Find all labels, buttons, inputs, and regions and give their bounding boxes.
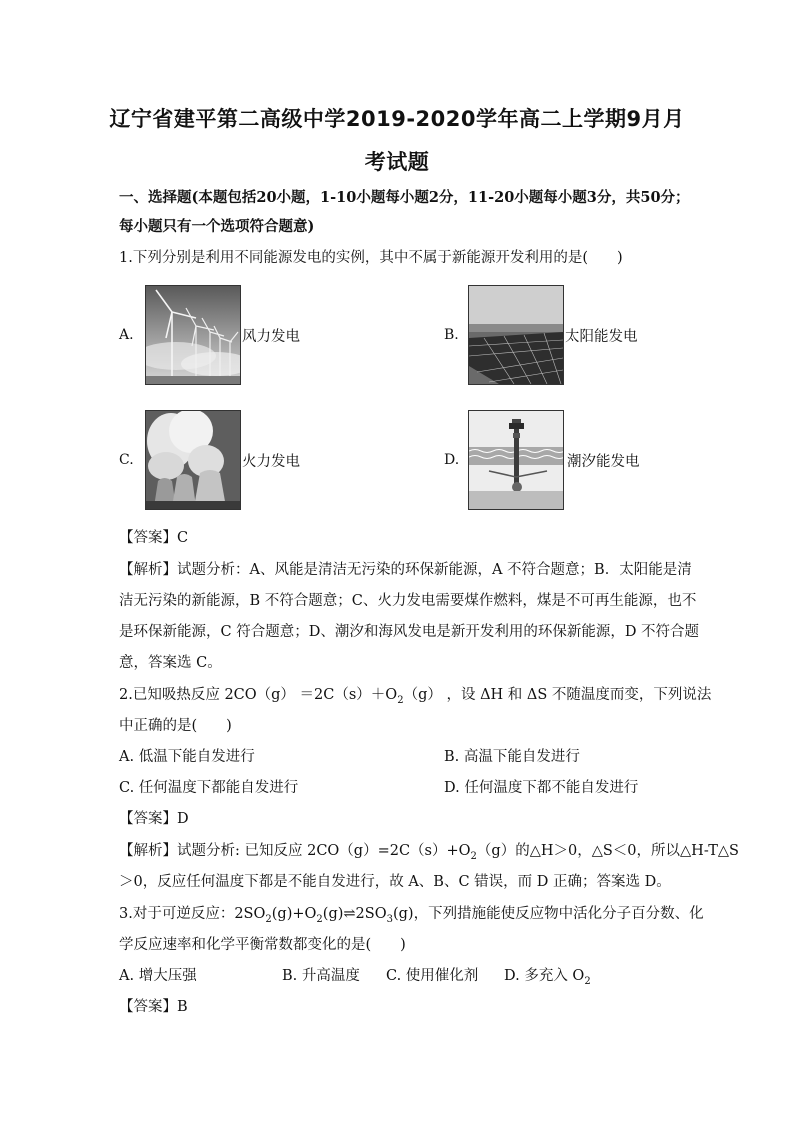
option-d-label: 潮汐能发电 [567,454,640,470]
question-2-analysis-line2: ＞0，反应任何温度下都是不能自发进行，故 A、B、C 错误，而 D 正确；答案选 D。 [119,874,671,890]
option-d-letter: D. [444,452,460,468]
question-3-stem-line2: 学反应速率和化学平衡常数都变化的是( ) [119,937,406,953]
question-3-stem-line1: 3.对于可逆反应：$2SO_2(g)+O_2(g)\rightleftharpoons 2SO_3(g)$，下列措施能使反应物中活化分子百分数、化 [119,906,704,925]
question-1-analysis-line1: 【解析】试题分析：A、风能是清洁无污染的环保新能源，A 不符合题意；B．太阳能是清 [119,562,692,578]
page-title-line1: 辽宁省建平第二高级中学2019-2020学年高二上学期9月月 [109,107,685,131]
solar-power-image [468,285,564,385]
wind-power-image [145,285,241,385]
question-1-analysis-line3: 是环保新能源，C 符合题意；D、潮汐和海风发电是新开发利用的环保新能源，D 不符合题 [119,624,700,640]
question-1-stem: 1.下列分别是利用不同能源发电的实例，其中不属于新能源开发利用的是( ) [119,250,623,266]
question-1-analysis-line4: 意，答案选 C。 [119,655,222,671]
page-title-line2: 考试题 [364,150,430,174]
section-heading-line2: 每小题只有一个选项符合题意) [119,218,315,235]
option-b-label: 太阳能发电 [565,329,638,345]
option-b-letter: B. [444,327,459,343]
question-2-answer: 【答案】D [119,811,189,827]
tidal-power-image [468,410,564,510]
section-heading-line1: 一、选择题(本题包括20小题，1-10小题每小题2分，11-20小题每小题3分，共50分； [119,189,690,206]
reversible-arrow: ⇌ [343,906,356,922]
question-2-analysis-line1: 【解析】试题分析: 已知反应 $2CO(g)=2C(s)+O_2(g)$的△H＞0，△S＜0，所以△H-T△S [119,843,739,862]
question-2-option-a: A. 低温下能自发进行 [119,749,255,765]
question-2-option-c: C. 任何温度下都能自发进行 [119,780,299,796]
question-1-analysis-line2: 洁无污染的新能源，B 不符合题意；C、火力发电需要煤作燃料，煤是不可再生能源，也不 [119,593,697,609]
question-3-answer: 【答案】B [119,999,188,1015]
question-2-stem-line2: 中正确的是( ) [119,718,232,734]
question-3-option-d: D. 多充入 $O_2$ [504,968,591,987]
thermal-power-image [145,410,241,510]
option-a-label: 风力发电 [242,329,300,345]
question-2-option-d: D. 任何温度下都不能自发进行 [444,780,639,796]
question-1-answer: 【答案】C [119,530,189,546]
option-a-letter: A. [119,327,134,343]
question-3-option-b: B. 升高温度 [282,968,360,984]
option-c-letter: C. [119,452,134,468]
question-2-option-b: B. 高温下能自发进行 [444,749,580,765]
question-2-stem-line1: 2.已知吸热反应 $2CO(g) =2C(s)+O_2(g)$ ，设 ΔH 和 ΔS 不随温度而变，下列说法 [119,687,712,706]
option-c-label: 火力发电 [242,454,300,470]
question-3-option-c: C. 使用催化剂 [386,968,479,984]
question-3-option-a: A. 增大压强 [119,968,197,984]
